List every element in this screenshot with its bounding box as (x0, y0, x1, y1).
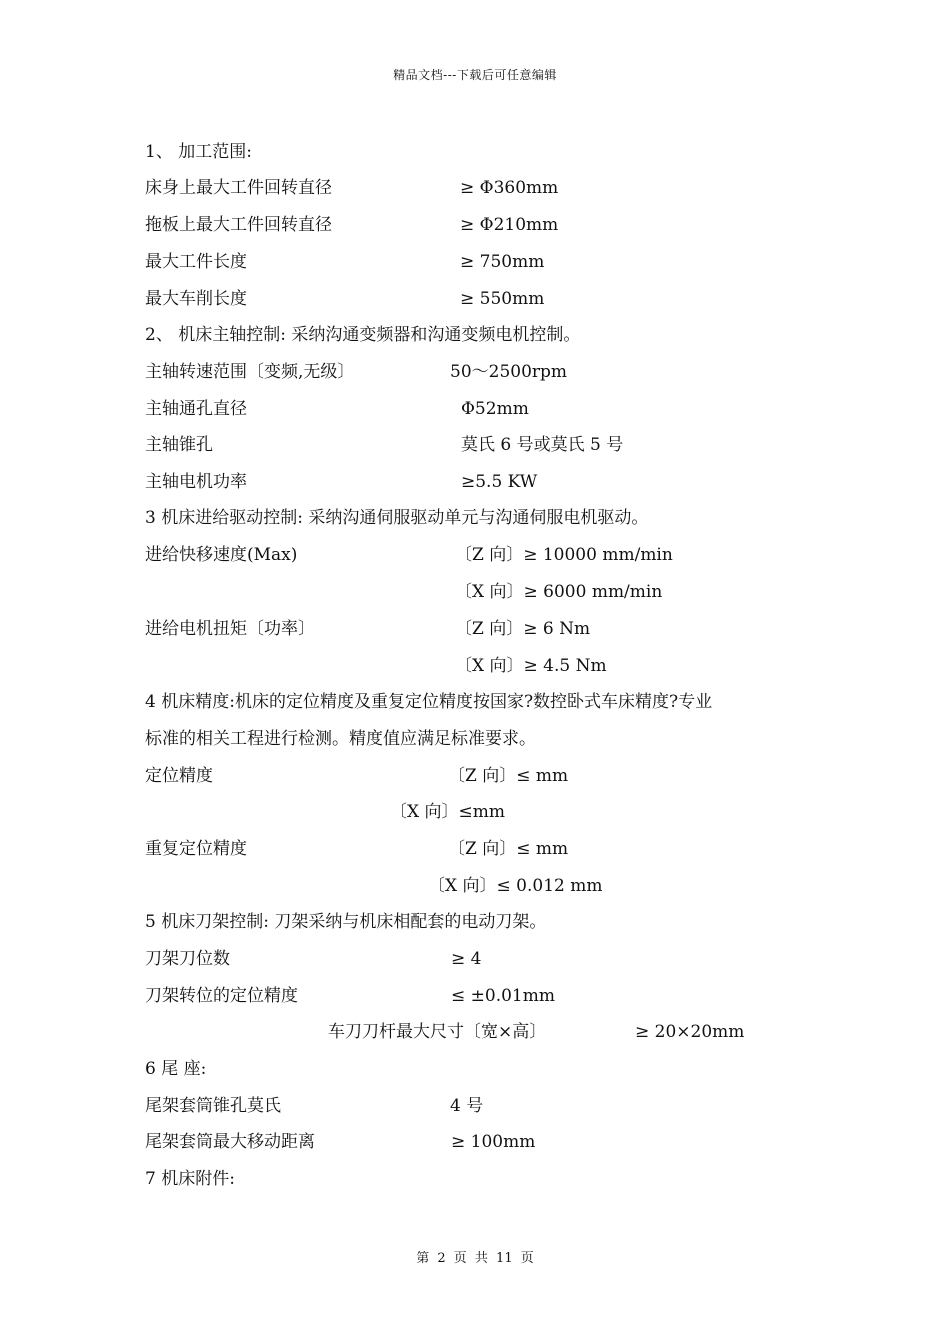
spec-label: 最大车削长度 (145, 289, 247, 309)
spec-value: ≥ 550mm (460, 289, 545, 309)
spec-label: 进给快移速度(Max) (145, 545, 298, 565)
spec-value: 〔X 向〕≤mm (390, 802, 505, 822)
spec-label: 主轴通孔直径 (145, 399, 247, 419)
spec-label: 尾架套筒锥孔莫氏 (145, 1096, 281, 1116)
spec-value: ≥ 4 (451, 949, 482, 969)
spec-label: 刀架刀位数 (145, 949, 230, 969)
spec-label: 重复定位精度 (145, 839, 247, 859)
spec-label: 4 机床精度:机床的定位精度及重复定位精度按国家?数控卧式车床精度?专业 (145, 692, 713, 712)
spec-value: 〔Z 向〕≥ 10000 mm/min (455, 545, 673, 565)
spec-label: 定位精度 (145, 766, 213, 786)
spec-value: 〔X 向〕≥ 6000 mm/min (455, 582, 663, 602)
page-footer: 第 2 页 共 11 页 (416, 1251, 534, 1266)
spec-value: 4 号 (450, 1096, 484, 1116)
spec-label: 刀架转位的定位精度 (145, 986, 298, 1006)
spec-label: 6 尾 座: (145, 1059, 207, 1079)
spec-label: 主轴电机功率 (145, 472, 247, 492)
spec-label: 1、 加工范围: (145, 142, 252, 162)
spec-value: ≤ ±0.01mm (451, 986, 555, 1006)
spec-label: 床身上最大工件回转直径 (145, 178, 332, 198)
spec-label: 车刀刀杆最大尺寸〔宽×高〕 (328, 1022, 547, 1042)
spec-value: 〔Z 向〕≥ 6 Nm (455, 619, 591, 639)
spec-label: 进给电机扭矩〔功率〕 (145, 619, 315, 639)
spec-label: 3 机床进给驱动控制: 采纳沟通伺服驱动单元与沟通伺服电机驱动。 (145, 508, 649, 528)
spec-value: 莫氏 6 号或莫氏 5 号 (461, 435, 624, 455)
spec-label: 最大工件长度 (145, 252, 247, 272)
spec-value: 50～2500rpm (450, 362, 568, 382)
spec-label: 2、 机床主轴控制: 采纳沟通变频器和沟通变频电机控制。 (145, 325, 581, 345)
spec-value: 〔Z 向〕≤ mm (448, 766, 569, 786)
spec-label: 5 机床刀架控制: 刀架采纳与机床相配套的电动刀架。 (145, 912, 547, 932)
spec-label: 主轴转速范围〔变频,无级〕 (145, 362, 355, 382)
spec-value: ≥ 20×20mm (635, 1022, 745, 1042)
spec-value: 〔Z 向〕≤ mm (448, 839, 569, 859)
spec-label: 主轴锥孔 (145, 435, 213, 455)
page-header: 精品文档---下载后可任意编辑 (393, 68, 557, 82)
spec-value: 〔X 向〕≤ 0.012 mm (428, 876, 603, 896)
spec-value: Φ52mm (461, 399, 529, 419)
spec-value: ≥ 750mm (460, 252, 545, 272)
spec-value: ≥ Φ360mm (460, 178, 559, 198)
spec-value: ≥ Φ210mm (460, 215, 559, 235)
spec-label: 拖板上最大工件回转直径 (145, 215, 332, 235)
spec-value: 〔X 向〕≥ 4.5 Nm (455, 656, 607, 676)
spec-value: ≥ 100mm (451, 1132, 536, 1152)
spec-label: 标准的相关工程进行检测。精度值应满足标准要求。 (145, 729, 536, 749)
spec-label: 7 机床附件: (145, 1169, 235, 1189)
spec-label: 尾架套筒最大移动距离 (145, 1132, 315, 1152)
spec-value: ≥5.5 KW (461, 472, 538, 492)
